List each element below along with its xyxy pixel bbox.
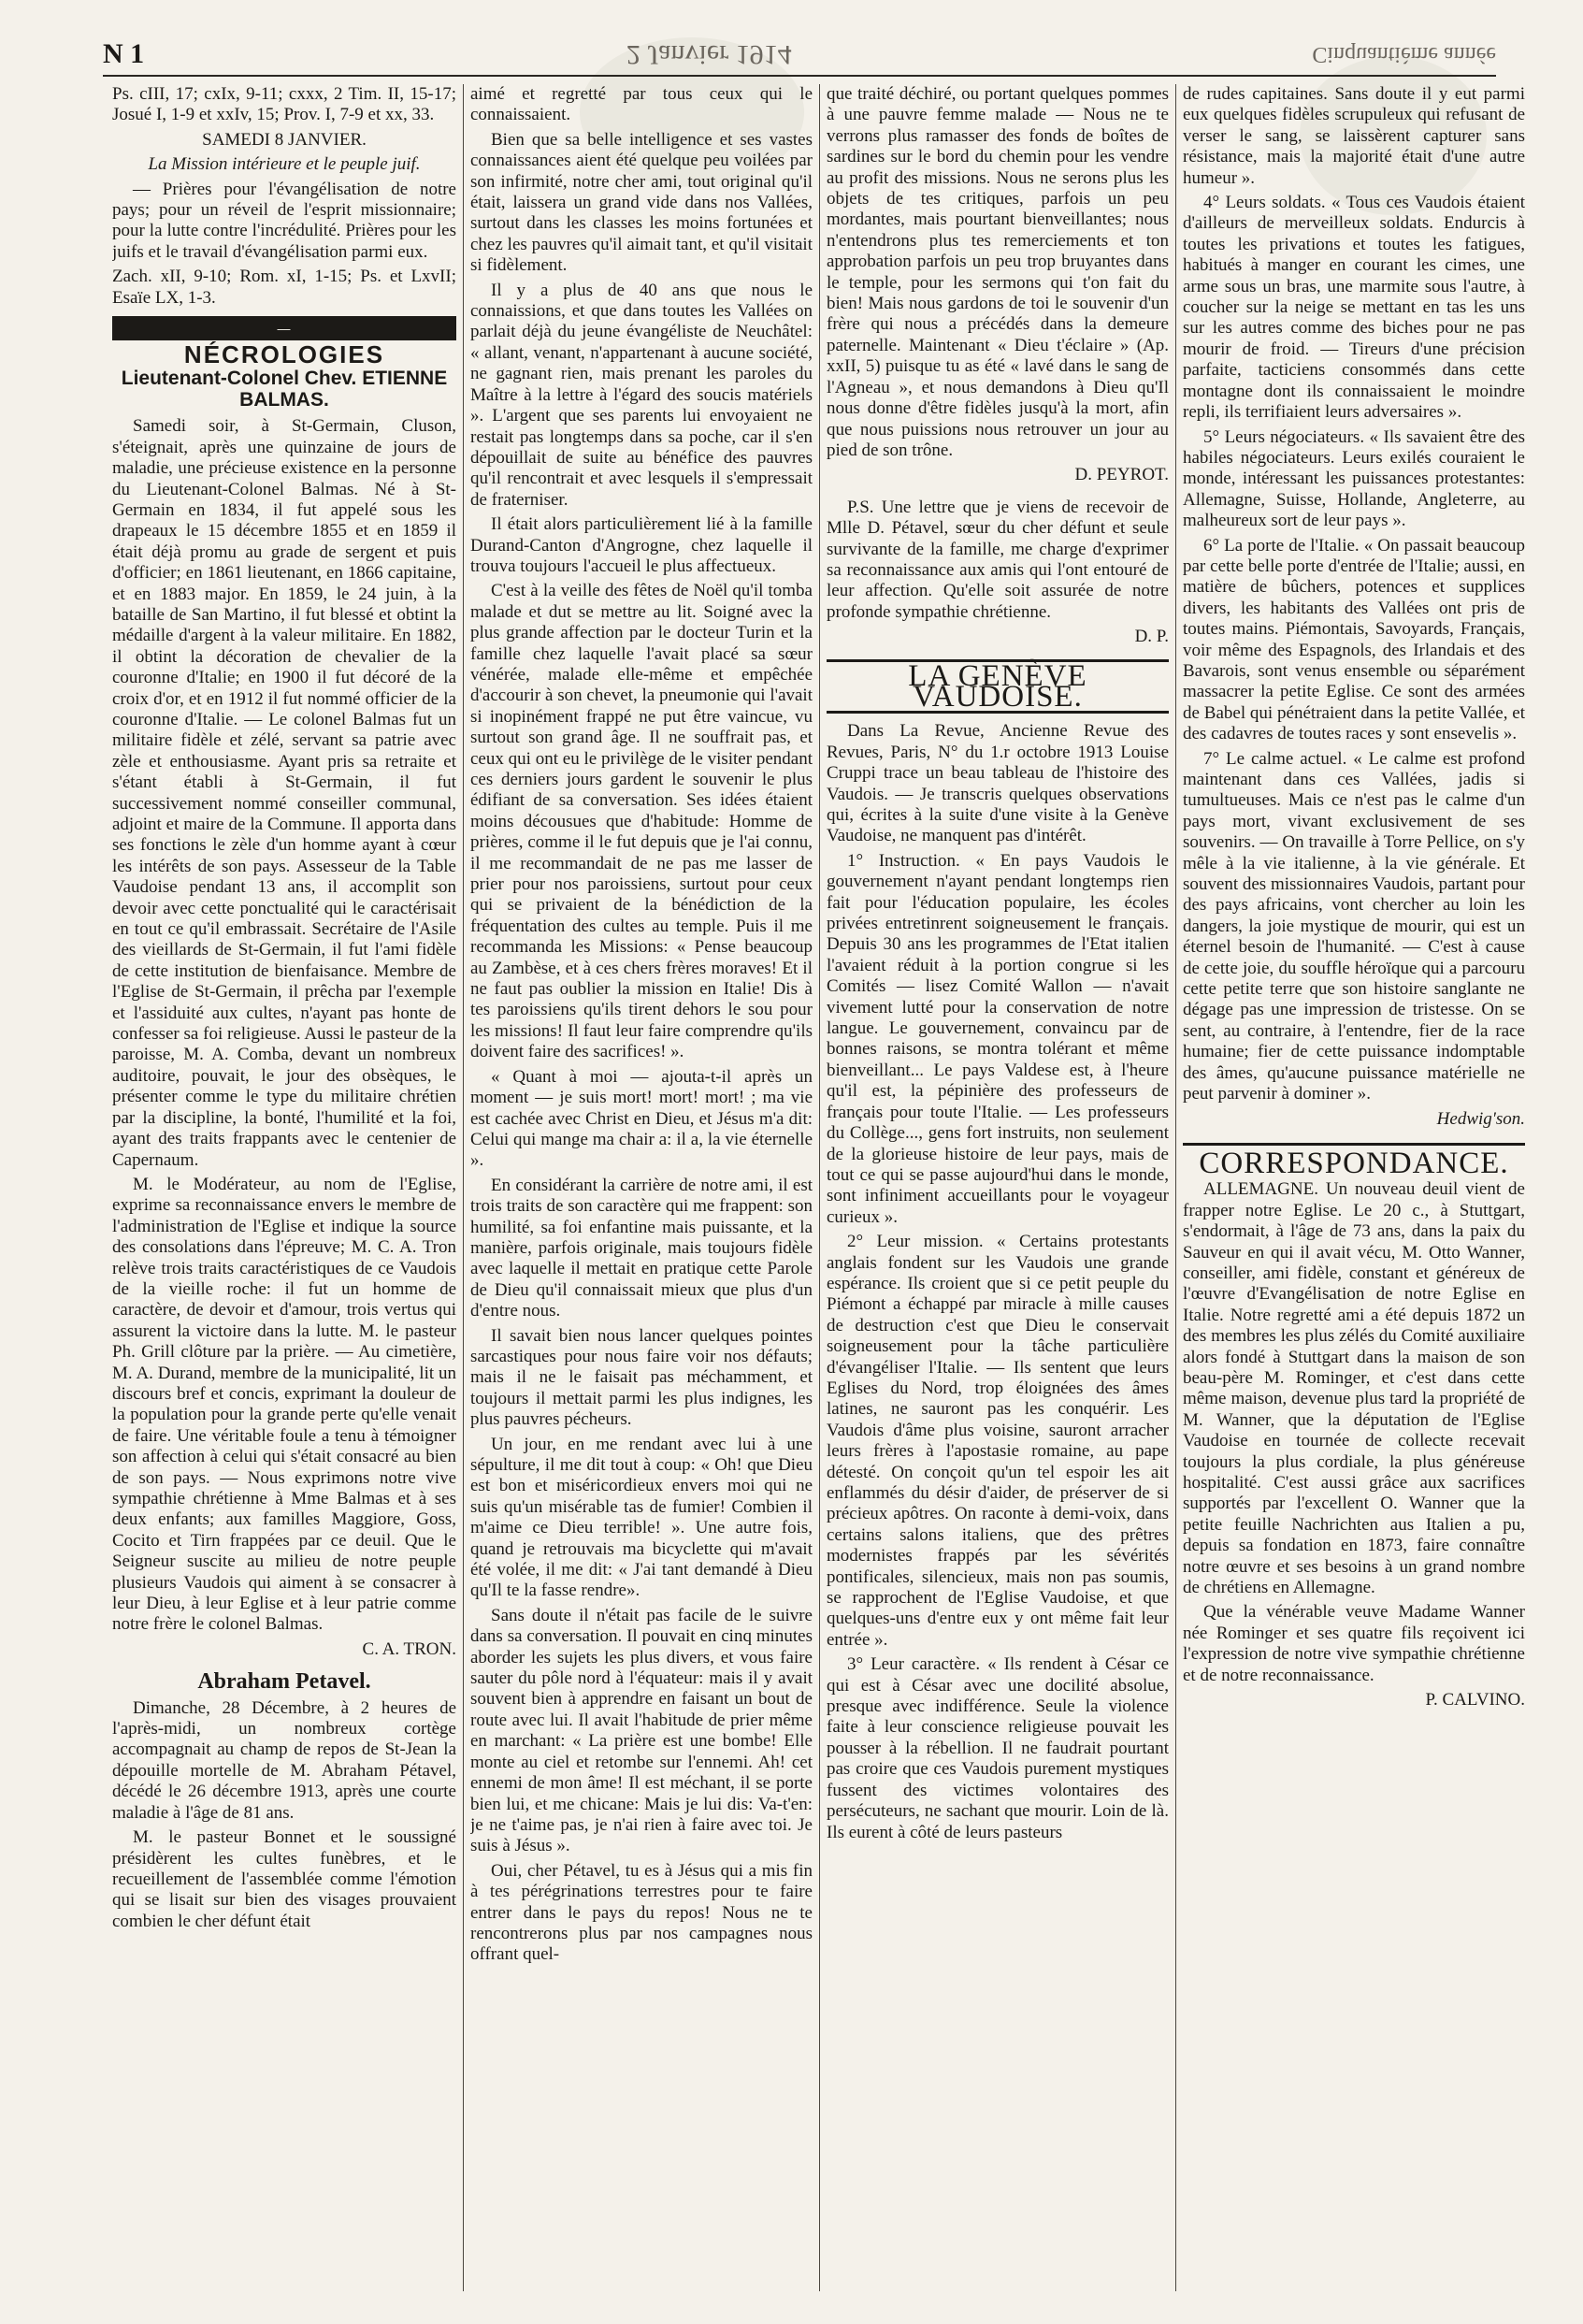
bleed-through-date: 2 Janvier 1914 <box>626 39 792 70</box>
article-paragraph: 3° Leur caractère. « Ils rendent à César ce qui est à César avec une docilité absolue, presque avec indifférence. Seule la violence faite à leur conscience religieuse pouvait les pousser à la rébellion. Il ne faudrait pourtant pas croire que ces Vaudois purement mystiques fussent des victimes volontaires des persécuteurs, ne sachant que mourir. Loin de là. Ils eurent à côté de leurs pasteurs <box>827 1654 1169 1842</box>
signature: C. A. TRON. <box>362 1638 456 1659</box>
obituary-paragraph: M. le Modérateur, au nom de l'Eglise, exprime sa reconnaissance envers le membre de l'administration de l'Eglise et indique la source des consolations dans l'épreuve; M. C. A. Tron relève trois traits caractéristiques de ce Vaudois de la vieille roche: il fut un homme de caractère, de devoir et d'amour, trois vertus qui assurent la victoire dans la lutte. M. le pasteur Ph. Grill clôture par la prière. — Au cimetière, M. A. Durand, membre de la municipalité, lit un discours bref et concis, exprimant la douleur de la population pour la grande perte qu'elle venait de faire. Une véritable foule a tenu à témoigner son affection à celui qui s'était consacré au bien de son pays. — Nous exprimons notre vive sympathie chrétienne à Mme Balmas et à ses deux enfants; aux familles Maggiore, Goss, Cocito et Tirn frappées par ce deuil. Que le Seigneur suscite au milieu de notre peuple plusieurs Vaudois qui aiment à se consacrer à leur Dieu, à leur Eglise et à leur patrie comme notre frère le colonel Balmas. <box>112 1174 456 1635</box>
article-paragraph: Un jour, en me rendant avec lui à une sépulture, il me dit tout à coup: « Oh! que Dieu est bon et miséricordieux envers moi qui ne suis qu'un misérable tas de fumier! Combien il m'aime ce Dieu terrible! ». Une autre fois, quand je retrouvais ma bicyclette qui m'avait été volée, il me dit: « J'ai tant demandé à Dieu qu'Il te la fasse rendre». <box>470 1434 813 1601</box>
article-paragraph: 5° Leurs négociateurs. « Ils savaient être des habiles négociateurs. Leurs exilés couraient le monde, intéressant les puissances protestantes: Allemagne, Suisse, Hollande, Angleterre, au malheureux sort de leur pays ». <box>1183 426 1525 531</box>
article-paragraph: En considérant la carrière de notre ami, il est trois traits de son caractère qui me frappent: son humilité, sa foi enfantine mais puissante, et la manière, parfois originale, mais toujours fidèle avec laquelle il mettait en pratique cette Parole de Dieu qu'il connaissait mieux que plus d'un d'entre nous. <box>470 1175 813 1321</box>
article-paragraph: 6° La porte de l'Italie. « On passait beaucoup par cette belle porte d'entrée de l'Italie; aussi, en matière de bûchers, potences et supplices divers, les habitants des Vallées ont pris de toutes mains. Piémontais, Savoyards, Français, voir même des Espagnols, des Irlandais et des Bavarois, sont venus ensemble ou séparément massacrer la petite Eglise. Ce sont des armées de Babel qui pénétraient dans la petite Vallée, et des cadavres de toutes races y sont ensevelis ». <box>1183 535 1525 744</box>
article-paragraph: que traité déchiré, ou portant quelques pommes à une pauvre femme malade — Nous ne te verrons plus ramasser des fonds de boîtes de sardines sur le bord du chemin pour les vendre au profit des missions. Nous ne serons plus les objets de tes critiques, parfois un peu mordantes, mais pourtant bienveillantes; nous n'entendrons plus tes remerciements et ton approbation parfois un peu trop bruyantes dans le temple, pour les sermons qui t'on fait du bien! Mais nous gardons de toi le souvenir d'un frère qui nous a précédés dans la demeure paternelle. Maintenant « Dieu t'éclaire » (Ap. xxII, 5) puisque tu as été « lavé dans le sang de l'Agneau », et nous demandons à Dieu qu'Il nous donne d'être fidèles jusqu'à la mort, afin que nous puissions nous retrouver un jour au pied de son trône. <box>827 84 1169 460</box>
column-1 <box>112 84 456 2301</box>
column-rule <box>819 84 820 2291</box>
article-paragraph: Dans La Revue, Ancienne Revue des Revues, Paris, N° du 1.r octobre 1913 Louise Cruppi trace un beau tableau de l'histoire des Vaudois. — Je transcris quelques observations qui, écrites à la suite d'une visite à la Genève Vaudoise, ne manquent pas d'intérêt. <box>827 721 1169 846</box>
article-paragraph: Bien que sa belle intelligence et ses vastes connaissances aient été quelque peu voilées par son infirmité, notre cher ami, tout original qu'il était, laissera un grand vide dans nos Vallées, surtout dans les classes les moins fortunées et chez les pauvres qu'il aimait tant, et qu'il visitait si fidèlement. <box>470 129 813 276</box>
signature: D. PEYROT. <box>1074 465 1169 485</box>
issue-number: N 1 <box>103 38 145 69</box>
article-paragraph: Il était alors particulièrement lié à la famille Durand-Canton d'Angrogne, chez laquelle il trouva toujours l'accueil le plus affectueux. <box>470 514 813 576</box>
signature: P. CALVINO. <box>1425 1690 1525 1711</box>
article-paragraph: Oui, cher Pétavel, tu es à Jésus qui a mis fin à tes pérégrinations terrestres pour te faire entrer dans le pays du repos! Nous ne te rencontrerons plus par nos campagnes nous offrant quel- <box>470 1860 813 1965</box>
header-rule <box>103 75 1496 77</box>
article-title: LA GENÈVE VAUDOISE. <box>827 659 1169 715</box>
saturday-heading: SAMEDI 8 JANVIER. <box>202 129 367 150</box>
article-paragraph: Sans doute il n'était pas facile de le suivre dans sa conversation. Il pouvait en cinq minutes aborder les sujets les plus divers, et vous faire sauter du pôle nord à l'équateur: mais il y avait souvent bien à apprendre en faisant un bout de route avec lui. Il avait l'habitude de prier même en marchant: « La prière est une bombe! Elle monte au ciel et retombe sur l'ennemi. Ah! cet ennemi de mon âme! Il est méchant, il se porte bien lui, et me chicane: Mais je lui dis: Va-t'en: je ne t'aime pas, je n'ai rien à faire avec toi. Je suis à Jésus ». <box>470 1605 813 1856</box>
signature: Hedwig'son. <box>1436 1108 1525 1129</box>
article-paragraph: Il y a plus de 40 ans que nous le connaissions, et que dans toutes les Vallées on parlait déjà du jeune évangéliste de Neuchâtel: « allant, venant, n'appartenant à aucune société, ne gagnant rien, mais prenant les paroles du Maître à la lettre à l'égard des soucis matériels ». L'argent que ses parents lui envoyaient ne restait pas longtemps dans sa poche, car il s'en dépouillait de suite au bénéfice des pauvres qu'il rencontrait et avec lesquels il s'empressait de fraterniser. <box>470 280 813 510</box>
correspondence-paragraph: ALLEMAGNE. Un nouveau deuil vient de frapper notre Eglise. Le 20 c., à Stuttgart, s'endormait, à l'âge de 73 ans, dans la paix du Sauveur en qui il avait vécu, M. Otto Wanner, conseiller, ami fidèle, constant et généreux de l'œuvre d'Evangélisation de notre Eglise en Italie. Notre regretté ami a été depuis 1872 un des membres les plus zélés du Comité auxiliaire alors fondé à Stuttgart dans la maison de son beau-père M. Rominger, et c'est dans cette même maison, devenue plus tard la propriété de M. Wanner, que la députation de l'Eglise Vaudoise en tournée de collecte recevait toujours la plus cordiale, la plus généreuse hospitalité. C'est aussi grâce aux sacrifices supportés par l'excellent O. Wanner que la petite feuille Nachrichten aus Italien a pu, depuis sa fondation en 1873, faire connaître notre œuvre et ses besoins à un grand nombre de chrétiens en Allemagne. <box>1183 1179 1525 1598</box>
article-paragraph: 1° Instruction. « En pays Vaudois le gouvernement n'ayant pendant longtemps rien fait pour l'éducation populaire, les écoles privées entretinrent soigneusement le français. Depuis 30 ans les programmes de l'Etat italien l'avaient réduit à la portion congrue si les Comités — lisez Comité Wallon — n'avait vivement lutté pour la conservation de notre langue. Le gouvernement, convaincu par de bonnes raisons, se montra tolérant et même bienveillant... Le pays Valdese est, à l'heure qu'il est, la pépinière des professeurs de français pour toute l'Italie. — Les professeurs du Collège..., gens fort instruits, non seulement de la glorieuse histoire de leur pays, mais de tout ce qui se passe aujourd'hui dans le monde, sont infiniment accueillants pour le voyageur curieux ». <box>827 850 1169 1227</box>
column-4 <box>1183 84 1525 2301</box>
column-rule <box>463 84 464 2291</box>
article-paragraph: 4° Leurs soldats. « Tous ces Vaudois étaient d'ailleurs de merveilleux soldats. Endurcis à toutes les privations et toutes les fatigues, habitués à manger en courant les cimes, une arme sous un bras, une marmite sous l'autre, à coucher sur la neige se mettant en tas les uns sur les autres comme des biches pour ne pas mourir de froid. — Tireurs d'une précision parfaite, tacticiens consommés dans cette montagne dont ils connaissaient le moindre repli, ils terrifiaient leurs adversaires ». <box>1183 193 1525 423</box>
necrologies-heading: NÉCROLOGIES <box>183 340 385 369</box>
obituary-title: Lieutenant-Colonel Chev. ETIENNE BALMAS. <box>121 368 448 411</box>
section-divider-bar: — <box>112 316 456 340</box>
prayer-references: Ps. cIII, 17; cxIx, 9-11; cxxx, 2 Tim. II, 15-17; Josué I, 1-9 et xxIv, 15; Prov. I, 7-9 et xx, 33. <box>112 84 456 125</box>
correspondence-title: CORRESPONDANCE. <box>1183 1143 1525 1174</box>
column-2 <box>470 84 813 2301</box>
prayer-references: Zach. xII, 9-10; Rom. xI, 1-15; Ps. et LxvII; Esaïe LX, 1-3. <box>112 267 456 308</box>
article-paragraph: de rudes capitaines. Sans doute il y eut parmi eux quelques fidèles scrupuleux qui refusant de verser le sang, se laissèrent capturer sans résistance, mais la majorité était d'une autre humeur ». <box>1183 84 1525 188</box>
signature: D. P. <box>1134 627 1169 647</box>
article-paragraph: Il savait bien nous lancer quelques pointes sarcastiques pour nous faire voir nos défauts; mais il ne le faisait pas méchamment, et toujours il mettait parmi les plus indignes, les plus pauvres pécheurs. <box>470 1325 813 1430</box>
obituary-paragraph: M. le pasteur Bonnet et le soussigné présidèrent les cultes funèbres, et le recueillement de l'assemblée comme l'émotion qui se lisait sur bien des visages prouvaient combien le cher défunt était <box>112 1827 456 1931</box>
postscript: P.S. Une lettre que je viens de recevoir de Mlle D. Pétavel, sœur du cher défunt et seule survivante de la famille, me charge d'exprimer sa reconnaissance aux amis qui l'ont entouré de leur affection. Qu'elle soit assurée de notre profonde sympathie chrétienne. <box>827 497 1169 622</box>
article-paragraph: 2° Leur mission. « Certains protestants anglais fondent sur les Vaudois une grande espérance. Ils croient que si ce petit peuple du Piémont a échappé par miracle à mille causes de destruction c'est que Dieu le conservait soigneusement pour la tâche particulière d'évangéliser l'Italie. — Ils sentent que leurs Eglises du Nord, trop éloignées des âmes latines, ne sauront pas les conquérir. Les Vaudois d'âme plus voisine, sauront arracher leurs frères à l'apostasie romaine, au pape détesté. On conçoit qu'un tel espoir les ait enflammés du désir d'aider, de préserver de si précieux apôtres. On raconte à demi-voix, dans certains salons italiens, que des prêtres modernistes frappés par les sévérités pontificales, silencieux, mais non pas soumis, se rapprochent de l'Eglise Vaudoise, et que quelques-uns d'entre eux y ont même fait leur entrée ». <box>827 1232 1169 1650</box>
mission-heading: La Mission intérieure et le peuple juif. <box>148 154 421 175</box>
article-paragraph: 7° Le calme actuel. « Le calme est profond maintenant dans ces Vallées, jadis si tumultueuses. Mais ce n'est pas le calme d'un pays mort, vivant exclusivement de ses souvenirs. — On travaille à Torre Pellice, on s'y mêle à la vie italienne, à la vie générale. Et souvent des missionnaires Vaudois, partant pour des pays africains, vont chercher au loin les dangers, la joie mystique de mourir, qui est un éternel besoin de l'humanité. — C'est à cause de cette joie, du souffle héroïque qui a parcouru cette petite terre que son histoire sanglante ne dégage pas une impression de tristesse. On se sent, au contraire, à l'entendre, fier de la race humaine; fier de cette puissance indomptable des âmes, qu'aucune puissance matérielle ne peut parvenir à dominer ». <box>1183 748 1525 1104</box>
column-rule <box>1175 84 1176 2291</box>
column-3 <box>827 84 1169 2301</box>
prayer-text: — Prières pour l'évangélisation de notre pays; pour un réveil de l'esprit missionnaire; pour la lutte contre l'incrédulité. Prières pour les juifs et le travail d'évangélisation parmi eux. <box>112 179 456 262</box>
obituary-paragraph: Samedi soir, à St-Germain, Cluson, s'éteignait, après une quinzaine de jours de maladie, une précieuse existence en la personne du Lieutenant-Colonel Balmas. Né à St-Germain en 1834, il fut appelé sous les drapeaux le 15 décembre 1855 et en 1859 il était déjà promu au grade de sergent et puis d'officier; en 1861 lieutenant, en 1866 capitaine, et en 1883 major. En 1859, le 24 juin, à la bataille de San Martino, il fut blessé et obtint la médaille d'argent à la valeur militaire. En 1882, il obtint la décoration de chevalier de la couronne d'Italie; en 1900 il fut décoré de la croix d'or, et en 1912 il fut nommé officier de la couronne d'Italie. — Le colonel Balmas fut un militaire fidèle et zélé, servant sa patrie avec zèle et enthousiasme. Ayant pris sa retraite et s'étant établi à St-Germain, il fut successivement nommé conseiller communal, adjoint et maire de la Commune. Il apporta dans ses fonctions le zèle d'un homme ayant à cœur les intérêts de son pays. Assesseur de la Table Vaudoise pendant 13 ans, il accomplit son devoir avec cette ponctualité qui le caractérisait en tout ce qu'il embrassait. Secrétaire de l'Asile des vieillards de St-Germain, il fut l'ami fidèle de cette institution de bienfaisance. Membre de l'Eglise de St-Germain, il prêcha par l'exemple et l'assiduité aux cultes, n'ayant pas honte de confesser sa foi religieuse. Aussi le pasteur de la paroisse, M. A. Comba, devant un nombreux auditoire, pouvait, le jour des obsèques, le présenter comme le type du militaire chrétien par la discipline, la bonté, l'humilité et la foi, ayant des traits frappants avec le centenier de Capernaum. <box>112 416 456 1170</box>
running-head <box>103 36 1496 73</box>
obituary-paragraph: Dimanche, 28 Décembre, à 2 heures de l'après-midi, un nombreux cortège accompagnait au champ de repos de St-Jean la dépouille mortelle de M. Abraham Pétavel, décédé le 26 décembre 1913, après une courte maladie à l'âge de 81 ans. <box>112 1697 456 1823</box>
bleed-through-year: Cinquantième année <box>1312 42 1496 66</box>
article-paragraph: C'est à la veille des fêtes de Noël qu'il tomba malade et dut se mettre au lit. Soigné avec la plus grande affection par le docteur Turin et la famille chez laquelle l'avait placé sa sœur vénérée, malade elle-même et empêchée d'accourir à son chevet, la pneumonie qui l'avait si inopinément frappé ne put être vaincue, vu surtout son grand âge. Il ne souffrait pas, et ceux qui ont eu le privilège de le visiter pendant ces derniers jours gardent le souvenir le plus édifiant de sa conversation. Ses idées étaient moins décousues que d'habitude: Homme de prières, comme il le fut depuis que je l'ai connu, il me recommandait de ne pas me lasser de prier pour nos paroissiens, surtout pour ceux qui se privaient de la bénédiction de la fréquentation des cultes au temple. Puis il me recommanda les Missions: « Pense beaucoup au Zambèse, et à ces chers frères moraves! Et il ne faut pas oublier la mission en Italie! Dis à tes paroissiens qu'ils tirent dehors le sou pour les missions! Il faut leur faire comprendre qu'ils doivent faire des sacrifices! ». <box>470 581 813 1062</box>
correspondence-paragraph: Que la vénérable veuve Madame Wanner née Rominger et ses quatre fils reçoivent ici l'expression de notre vive sympathie chrétienne et de notre reconnaissance. <box>1183 1602 1525 1685</box>
article-paragraph: « Quant à moi — ajouta-t-il après un moment — je suis mort! mort! mort! ; ma vie est cachée avec Christ en Dieu, et Jésus m'a dit: Celui qui mange ma chair a: il a, la vie éternelle ». <box>470 1066 813 1171</box>
article-paragraph: aimé et regretté par tous ceux qui le connaissaient. <box>470 84 813 125</box>
obituary-title: Abraham Petavel. <box>197 1669 371 1695</box>
